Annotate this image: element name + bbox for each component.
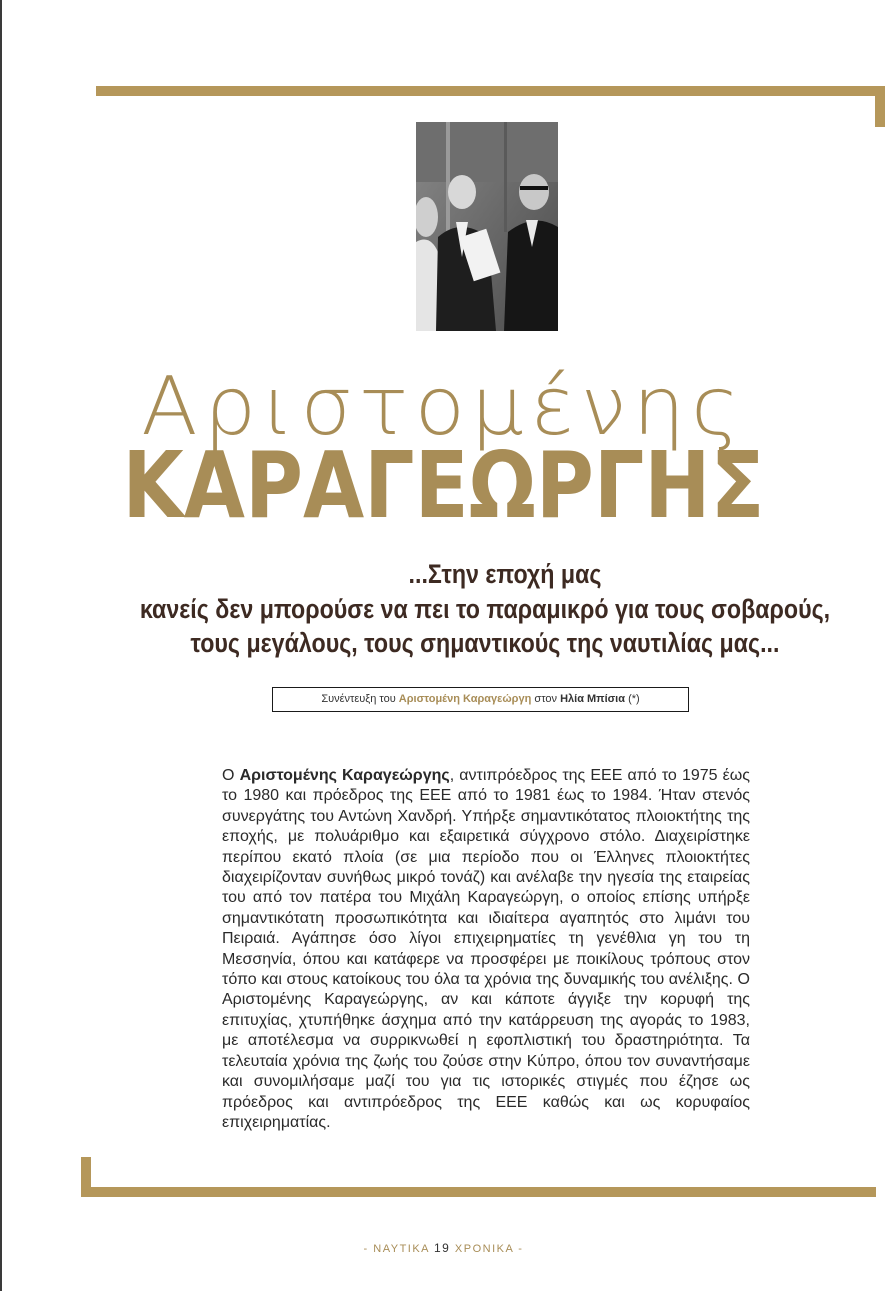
article-intro [222, 766, 750, 1133]
title-first-name: Αριστομένης [141, 360, 746, 453]
interview-byline [272, 687, 689, 712]
pull-quote-line-2: κανείς δεν μπορούσε να πει το παραμικρό για τους σοβαρούς, [139, 594, 831, 624]
gold-frame-bottom [81, 1187, 876, 1197]
byline-prefix: Συνέντευξη του [321, 693, 396, 705]
footer-left: - ΝΑΥΤΙΚΑ [363, 1243, 430, 1255]
byline-interviewer: Ηλία Μπίσια [560, 693, 625, 705]
page-footer [0, 1241, 887, 1255]
pull-quote-line-3: τους μεγάλους, τους σημαντικούς της ναυτιλίας μας... [190, 628, 780, 658]
byline-middle: στον [534, 693, 558, 705]
gold-frame-top-corner [875, 86, 885, 127]
page-edge [0, 0, 2, 1291]
gold-frame-top [96, 86, 885, 96]
portrait-photo [416, 122, 558, 331]
byline-interviewee: Αριστομένη Καραγεώργη [398, 693, 532, 705]
title-last-name: ΚΑΡΑΓΕΩΡΓΗΣ [122, 432, 765, 539]
lead-prefix: Ο [222, 767, 235, 784]
page-number: 19 [433, 1241, 451, 1255]
article-body: , αντιπρόεδρος της ΕΕΕ από το 1975 έως το 1980 και πρόεδρος της ΕΕΕ από το 1981 έως το 1984. Ήταν στενός συνεργάτης του Αντώνη Χανδρή. Υπήρξε σημαντικότατος πλοιοκτήτης της εποχής, με πολυάριθμο και εξαιρετικά σύγχρονο στόλο. Διαχειρίστηκε περίπου εκατό πλοία (σε μια περίοδο που οι Έλληνες πλοιοκτήτες διαχειρίζονταν συνήθως μικρό τονάζ) και ανέλαβε την ηγεσία της εταιρείας του από τον πατέρα του Μιχάλη Καραγεώργη, ο οποίος επίσης υπήρξε σημαντικότατη προσωπικότητα και ιδιαίτερα αγαπητός στο λιμάνι του Πειραιά. Αγάπησε όσο λίγοι επιχειρηματίες τη γενέθλια γη του τη Μεσσηνία, όπου και κατάφερε να προσφέρει με ποικίλους τρόπους στον τόπο και στους κατοίκους του όλα τα χρόνια της δυναμικής του ανέλιξης. Ο Αριστομένης Καραγεώργης, αν και κάποτε άγγιξε την κορυφή της επιτυχίας, χτυπήθηκε άσχημα από την κατάρρευση της αγοράς το 1983, με αποτέλεσμα να συρρικνωθεί η εφοπλιστική του δραστηριότητα. Τα τελευταία χρόνια της ζωής του ζούσε στην Κύπρο, όπου τον συναντήσαμε και συνομιλήσαμε μαζί του για τις ιστορικές στιγμές που έζησε ως πρόεδρος και αντιπρόεδρος της ΕΕΕ καθώς και ως κορυφαίος επιχειρηματίας. [222, 767, 751, 1131]
byline-suffix: (*) [628, 693, 640, 705]
footer-right: ΧΡΟΝΙΚΑ - [454, 1243, 524, 1255]
lead-name: Αριστομένης Καραγεώργης [239, 767, 450, 784]
pull-quote-line-1: ...Στην εποχή μας [408, 559, 602, 589]
